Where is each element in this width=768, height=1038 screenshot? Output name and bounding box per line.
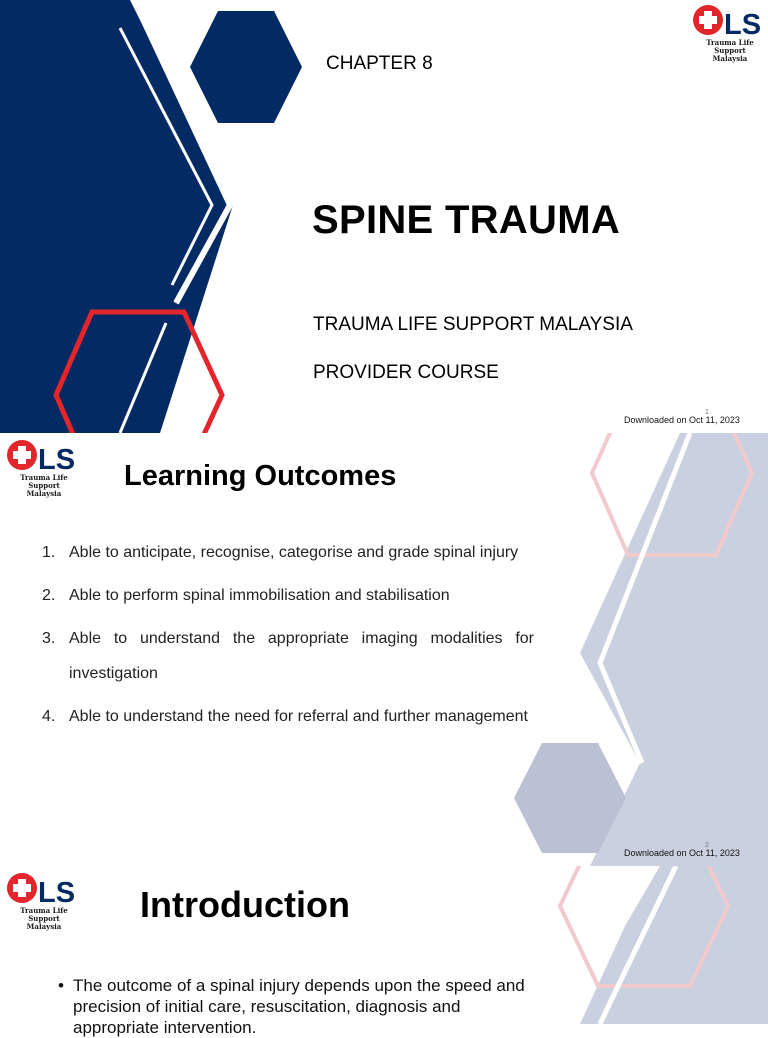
logo-caption: [5, 474, 83, 498]
logo-caption-line1: Trauma Life Support: [706, 38, 754, 55]
logo-cross-icon: [5, 438, 83, 474]
subtitle-course: PROVIDER COURSE: [313, 362, 499, 383]
list-item: [40, 699, 534, 734]
bullet-icon: •: [58, 976, 64, 995]
subtitle-organisation: TRAUMA LIFE SUPPORT MALAYSIA: [313, 314, 633, 335]
chapter-label: CHAPTER 8: [326, 53, 433, 74]
logo-caption-line1: Trauma Life Support: [20, 473, 68, 490]
logo: [691, 3, 768, 63]
logo: [5, 438, 83, 498]
learning-outcomes-heading: Learning Outcomes: [124, 460, 397, 492]
introduction-heading: Introduction: [140, 884, 350, 925]
outcome-list: [40, 535, 534, 742]
logo-caption-line2: Malaysia: [26, 489, 62, 498]
logo-caption: [5, 907, 83, 931]
logo-caption-line2: Malaysia: [26, 922, 62, 931]
navy-hexagon: [190, 11, 302, 123]
bullet-text: The outcome of a spinal injury depends upon the speed and precision of initial care, resuscitation, diagnosis and appropriate intervention.: [73, 976, 525, 1037]
logo-cross-icon: [5, 871, 83, 907]
logo: [5, 871, 83, 931]
list-item: [40, 535, 534, 570]
list-item: [40, 578, 534, 613]
item-number: 3.: [42, 630, 56, 647]
logo-caption-line1: Trauma Life Support: [20, 906, 68, 923]
list-item: [40, 621, 534, 691]
item-number: 2.: [42, 587, 56, 604]
item-text: Able to anticipate, recognise, categorise and grade spinal injury: [69, 544, 519, 561]
gray-panel-shape: [580, 866, 768, 1024]
logo-letters: LS: [724, 9, 762, 39]
logo-cross-icon: [691, 3, 768, 39]
item-text: Able to understand the need for referral and further management: [69, 708, 528, 725]
item-text: Able to perform spinal immobilisation and stabilisation: [69, 587, 450, 604]
download-note: Downloaded on Oct 11, 2023: [624, 848, 740, 858]
page-number: 1: [705, 409, 709, 416]
logo-caption: [691, 39, 768, 63]
page-number: 2: [705, 842, 709, 849]
logo-letters: LS: [38, 877, 76, 907]
item-text: Able to understand the appropriate imaging modalities for investigation: [69, 630, 534, 682]
logo-caption-line2: Malaysia: [712, 54, 748, 63]
slide-title: [0, 0, 768, 433]
download-note: Downloaded on Oct 11, 2023: [624, 415, 740, 425]
slide-title-heading: SPINE TRAUMA: [312, 198, 621, 242]
logo-letters: LS: [38, 444, 76, 474]
item-number: 1.: [42, 544, 56, 561]
item-number: 4.: [42, 708, 56, 725]
